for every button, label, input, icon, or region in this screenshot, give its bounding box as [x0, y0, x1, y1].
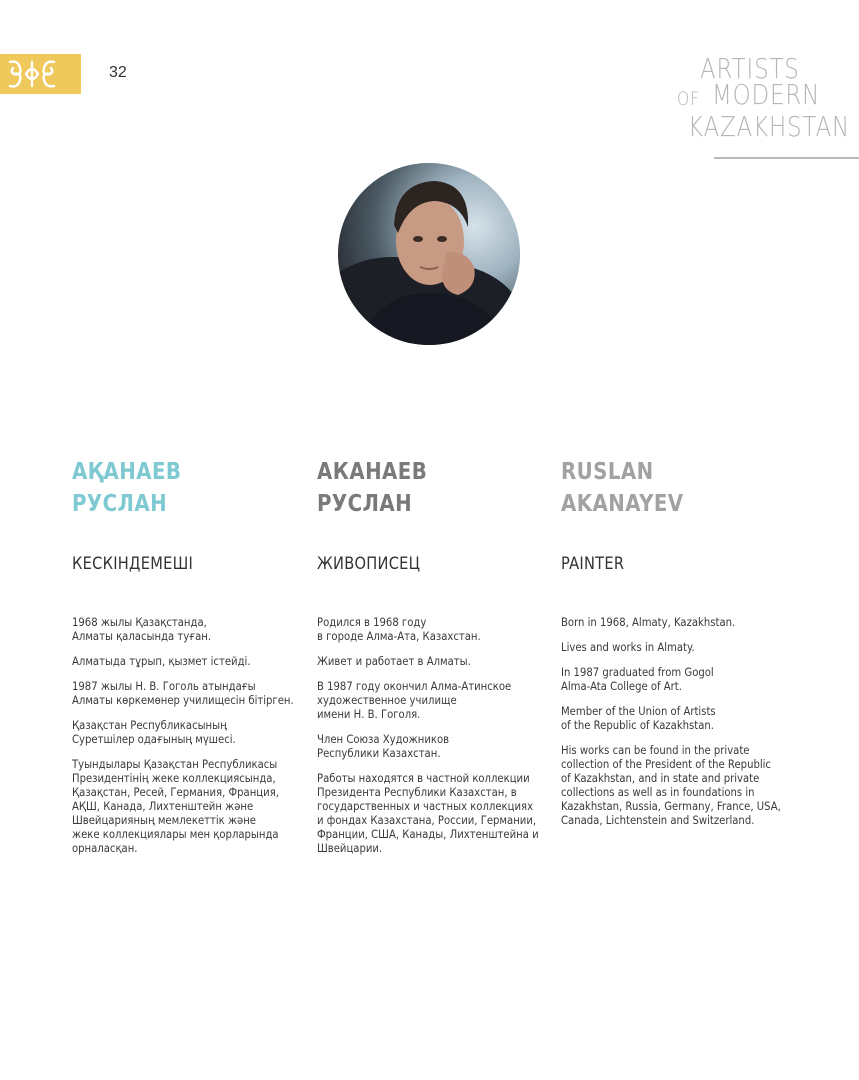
bio-paragraph: Родился в 1968 году в городе Алма-Ата, Казахстан. — [317, 616, 481, 643]
bio-paragraph: In 1987 graduated from Gogol Alma-Ata College of Art. — [561, 666, 714, 693]
brand-line-artists: ARTISTS — [700, 52, 800, 85]
ornament-tab — [0, 54, 81, 94]
brand-rule — [714, 157, 859, 159]
portrait-illustration — [338, 163, 520, 345]
bio-paragraph: 1968 жылы Қазақстанда, Алматы қаласында туған. — [72, 616, 212, 643]
profession-title: PAINTER — [561, 554, 625, 574]
artist-given-name: RUSLAN — [561, 459, 654, 485]
bio-paragraph: В 1987 году окончил Алма-Атинское художественное училище имени Н. В. Гоголя. — [317, 680, 512, 721]
bio-paragraph: Член Союза Художников Республики Казахстан. — [317, 733, 450, 760]
column-kazakh — [72, 456, 312, 855]
profession-title: ЖИВОПИСЕЦ — [317, 554, 421, 574]
column-russian — [317, 456, 557, 855]
profession-title: КЕСКІНДЕМЕШІ — [72, 554, 194, 574]
artist-surname: АҚАНАЕВ — [72, 459, 182, 485]
bio-paragraph: Born in 1968, Almaty, Kazakhstan. — [561, 616, 736, 629]
bio-paragraph: Қазақстан Республикасының Суретшілер одағының мүшесі. — [72, 719, 236, 746]
bio-paragraph: Туындылары Қазақстан Республикасы Президентінің жеке коллекциясында, Қазақстан, Ресей, Германия, Франция, АҚШ, Канада, Лихтенштейн және Швейцарияның мемлекеттік және жеке коллекциялары мен қорларында орналасқан. — [72, 758, 279, 855]
bio-paragraph: Живет и работает в Алматы. — [317, 655, 471, 668]
artist-surname: АКАНАЕВ — [317, 459, 428, 485]
artist-given-name: РУСЛАН — [317, 491, 413, 517]
ornament-icon — [6, 58, 58, 90]
bio-paragraph: Работы находятся в частной коллекции Президента Республики Казахстан, в государственных и частных коллекциях и фондах Казахстана, России, Германии, Франции, США, Канады, Лихтенштейна и Швейцарии. — [317, 772, 539, 855]
artist-given-name: РУСЛАН — [72, 491, 168, 517]
biography — [72, 616, 317, 867]
brand-line-kazakhstan: KAZAKHSTAN — [688, 110, 851, 143]
biography — [317, 616, 562, 867]
bio-paragraph: 1987 жылы Н. В. Гоголь атындағы Алматы көркемөнер училищесін бітірген. — [72, 680, 294, 707]
page-number: 32 — [109, 64, 127, 81]
bio-paragraph: Member of the Union of Artists of the Republic of Kazakhstan. — [561, 705, 716, 732]
bio-paragraph: Алматыда тұрып, қызмет істейді. — [72, 655, 251, 668]
bio-paragraph: His works can be found in the private collection of the President of the Republic of Kazakhstan, and in state and private collections as well as in foundations in Kazakhstan, Russia, Germany, France, USA, Canada, Lichtenstein and Switzerland. — [561, 744, 781, 827]
artist-portrait — [338, 163, 520, 345]
brand-line-modern: MODERN — [712, 78, 821, 111]
biography — [561, 616, 806, 839]
brand-line-of: OF — [677, 88, 700, 110]
artist-surname: AKANAYEV — [561, 491, 684, 517]
column-english — [561, 456, 801, 827]
brand-logo — [674, 52, 859, 162]
bio-paragraph: Lives and works in Almaty. — [561, 641, 695, 654]
